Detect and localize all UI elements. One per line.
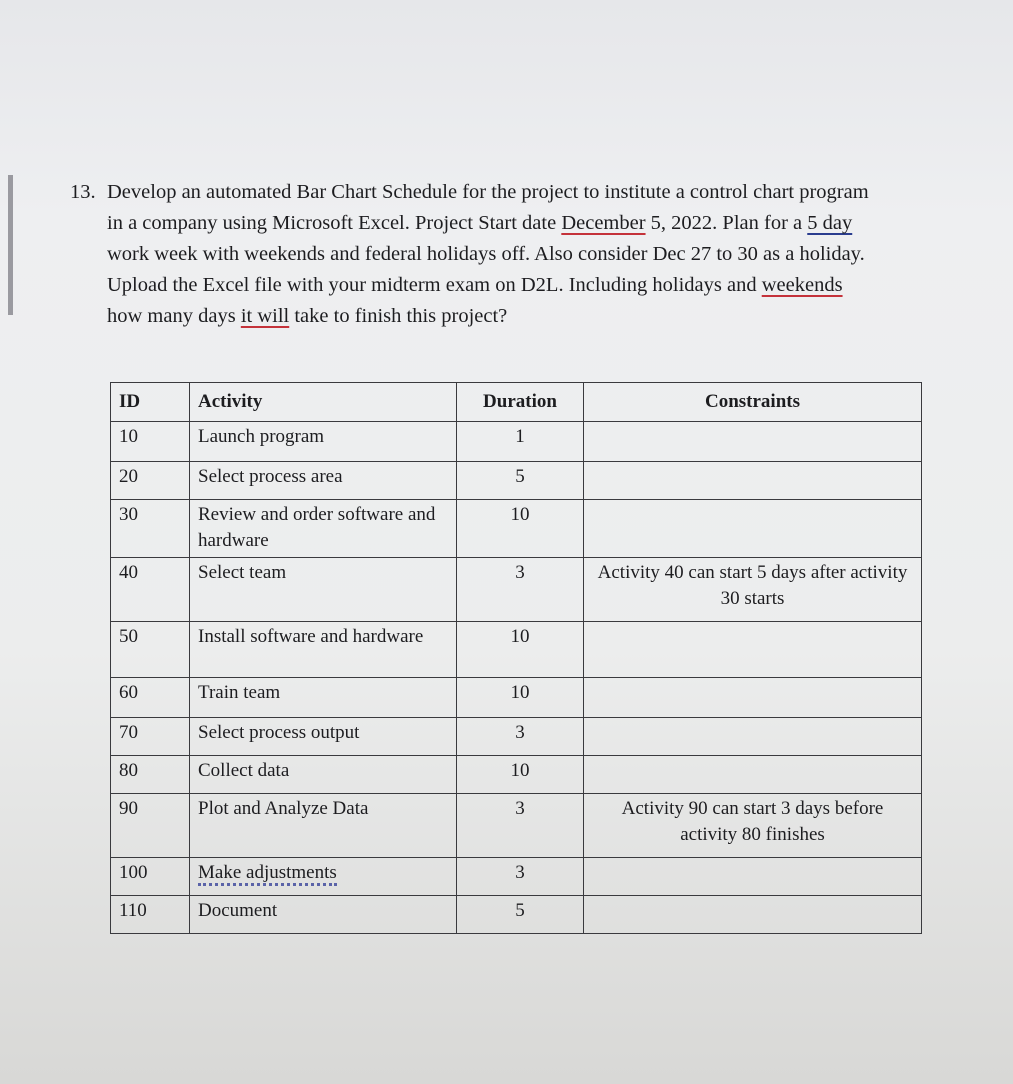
question-line-3: work week with weekends and federal holidays off. Also consider Dec 27 to 30 as a holiday. bbox=[107, 243, 865, 265]
grammar-flag-make-adjustments: Make adjustments bbox=[198, 862, 337, 886]
table-row bbox=[111, 896, 922, 934]
spell-flag-december: December bbox=[561, 212, 646, 234]
cell-id: 80 bbox=[111, 756, 190, 794]
question-line-4: Upload the Excel file with your midterm exam on D2L. Including holidays and weekends bbox=[107, 274, 843, 296]
cell-duration: 5 bbox=[457, 462, 584, 500]
cell-activity: Install software and hardware bbox=[190, 622, 457, 678]
cell-constraints bbox=[584, 858, 922, 896]
cell-duration: 5 bbox=[457, 896, 584, 934]
cell-id: 40 bbox=[111, 558, 190, 622]
question-line-2: in a company using Microsoft Excel. Project Start date December 5, 2022. Plan for a 5 day bbox=[107, 212, 853, 234]
cell-duration: 3 bbox=[457, 794, 584, 858]
cell-duration: 3 bbox=[457, 858, 584, 896]
question-line-1: Develop an automated Bar Chart Schedule for the project to institute a control chart program bbox=[107, 181, 869, 203]
cell-activity: Launch program bbox=[190, 422, 457, 462]
cell-duration: 1 bbox=[457, 422, 584, 462]
cell-id: 10 bbox=[111, 422, 190, 462]
table-row bbox=[111, 858, 922, 896]
cell-constraints bbox=[584, 622, 922, 678]
header-duration: Duration bbox=[457, 383, 584, 422]
table-row bbox=[111, 718, 922, 756]
question-number: 13. bbox=[70, 181, 96, 203]
cell-constraints bbox=[584, 756, 922, 794]
cell-id: 30 bbox=[111, 500, 190, 558]
cell-constraints bbox=[584, 422, 922, 462]
cell-id: 110 bbox=[111, 896, 190, 934]
cell-constraints bbox=[584, 896, 922, 934]
cell-duration: 10 bbox=[457, 756, 584, 794]
cell-activity: Select team bbox=[190, 558, 457, 622]
cell-id: 90 bbox=[111, 794, 190, 858]
table-row bbox=[111, 558, 922, 622]
table-row bbox=[111, 500, 922, 558]
cell-id: 70 bbox=[111, 718, 190, 756]
table-row bbox=[111, 422, 922, 462]
cell-activity: Select process area bbox=[190, 462, 457, 500]
header-id: ID bbox=[111, 383, 190, 422]
cell-constraints: Activity 40 can start 5 days after activity 30 starts bbox=[584, 558, 922, 622]
table-row bbox=[111, 622, 922, 678]
cell-activity: Select process output bbox=[190, 718, 457, 756]
cell-activity: Train team bbox=[190, 678, 457, 718]
cell-constraints bbox=[584, 678, 922, 718]
cell-activity: Plot and Analyze Data bbox=[190, 794, 457, 858]
table-row bbox=[111, 678, 922, 718]
cell-constraints: Activity 90 can start 3 days before activity 80 finishes bbox=[584, 794, 922, 858]
spell-flag-weekends: weekends bbox=[761, 274, 843, 296]
cell-constraints bbox=[584, 500, 922, 558]
cell-id: 100 bbox=[111, 858, 190, 896]
cell-duration: 10 bbox=[457, 622, 584, 678]
cell-activity: Collect data bbox=[190, 756, 457, 794]
cell-id: 20 bbox=[111, 462, 190, 500]
question-line-5: how many days it will take to finish this project? bbox=[107, 305, 508, 327]
cell-duration: 10 bbox=[457, 500, 584, 558]
spell-flag-it-will: it will bbox=[240, 305, 290, 327]
table-header-row bbox=[111, 383, 922, 422]
cell-activity: Review and order software and hardware bbox=[190, 500, 457, 558]
cell-duration: 3 bbox=[457, 558, 584, 622]
table-row bbox=[111, 756, 922, 794]
cell-duration: 10 bbox=[457, 678, 584, 718]
margin-bar bbox=[8, 175, 13, 315]
activity-table bbox=[110, 382, 922, 934]
cell-activity: Document bbox=[190, 896, 457, 934]
table-row bbox=[111, 462, 922, 500]
header-activity: Activity bbox=[190, 383, 457, 422]
header-constraints: Constraints bbox=[584, 383, 922, 422]
cell-constraints bbox=[584, 462, 922, 500]
table-row bbox=[111, 794, 922, 858]
cell-duration: 3 bbox=[457, 718, 584, 756]
cell-id: 60 bbox=[111, 678, 190, 718]
grammar-flag-5-day: 5 day bbox=[807, 212, 853, 234]
question-text bbox=[70, 177, 985, 332]
cell-id: 50 bbox=[111, 622, 190, 678]
cell-constraints bbox=[584, 718, 922, 756]
cell-activity bbox=[190, 858, 457, 896]
